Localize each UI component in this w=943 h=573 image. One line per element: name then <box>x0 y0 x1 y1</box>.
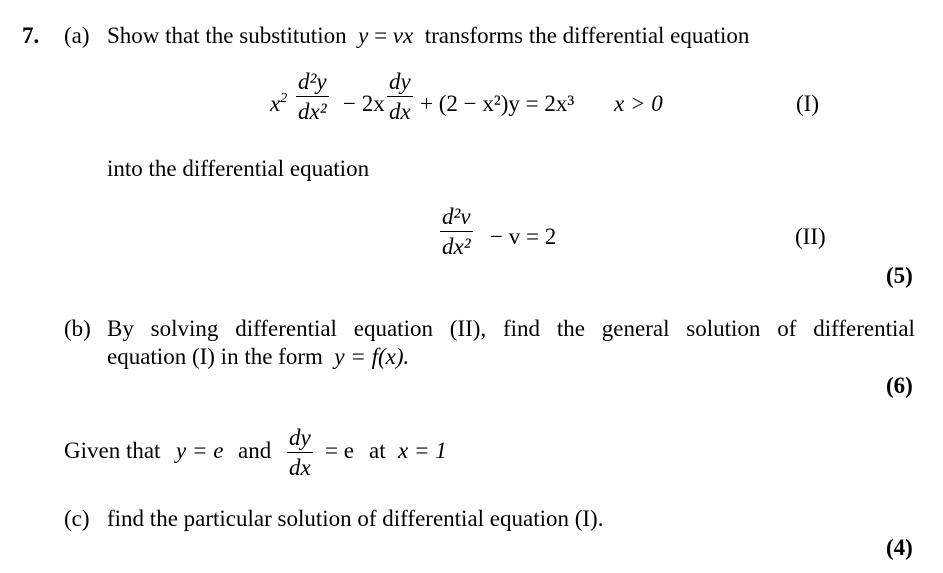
eq1-tag: (I) <box>796 91 819 116</box>
part-b-word: the <box>556 316 585 341</box>
part-b-word: solution <box>686 316 761 341</box>
eq1-x2 <box>270 92 287 115</box>
eq1-first-derivative-fraction <box>387 70 413 123</box>
eq1-condition: x > 0 <box>614 91 663 116</box>
substitution-y: y <box>358 23 369 48</box>
part-c-text: find the particular solution of differential equation (I). <box>107 506 604 531</box>
eq2-frac-denominator: dx² <box>442 234 471 260</box>
part-a-into: into the differential equation <box>107 156 370 181</box>
part-b-line2 <box>107 345 409 368</box>
eq1-x-exp: 2 <box>280 91 288 106</box>
part-c-label: (c) <box>64 506 90 531</box>
part-b-word: differential <box>813 316 915 341</box>
given-that: Given that <box>64 438 161 463</box>
part-a-marks: (5) <box>886 263 913 288</box>
part-b-word: equation <box>353 316 433 341</box>
eq1-frac2-numerator: dy <box>389 69 411 94</box>
given-at: at <box>369 438 386 463</box>
question-number: 7. <box>22 23 40 48</box>
given-frac-denominator: dx <box>289 455 311 481</box>
part-b-line2-eq: y = f(x). <box>334 344 410 369</box>
substitution-vx: vx <box>392 23 414 48</box>
given-y-eq-e: y = e <box>176 438 224 463</box>
part-a-intro-end: transforms the differential equation <box>424 23 750 48</box>
part-a-intro <box>107 24 749 47</box>
part-b-word: solving <box>150 316 219 341</box>
eq2-tag: (II) <box>795 224 826 249</box>
part-b-word: By <box>107 316 134 341</box>
eq1-rest: + (2 − x²)y = 2x³ <box>420 91 575 116</box>
substitution-eq: = <box>374 23 388 48</box>
eq2-rest: − v = 2 <box>490 224 557 249</box>
given-derivative-fraction <box>287 426 313 479</box>
part-b-marks: (6) <box>886 373 913 398</box>
given-and: and <box>238 438 272 463</box>
part-a-label: (a) <box>64 23 90 48</box>
part-b-word: differential <box>235 316 337 341</box>
part-b-word: (II), <box>449 316 487 341</box>
eq1-frac1-numerator: d²y <box>298 69 327 94</box>
part-c-marks: (4) <box>886 535 913 560</box>
given-frac-numerator: dy <box>289 425 311 450</box>
given-x-eq-1: x = 1 <box>398 438 447 463</box>
eq1-frac1-denominator: dx² <box>298 99 327 125</box>
eq2-frac-numerator: d²v <box>442 204 471 229</box>
eq1-x-base: x <box>270 91 281 116</box>
part-a-intro-text: Show that the substitution <box>107 23 347 48</box>
part-b-word: find <box>502 316 541 341</box>
part-b-word: of <box>777 316 797 341</box>
part-b-label: (b) <box>64 316 91 341</box>
part-b-line2-text: equation (I) in the form <box>107 344 323 369</box>
eq2-second-derivative-fraction <box>440 205 473 258</box>
part-b-word: general <box>601 316 670 341</box>
part-b-line1 <box>107 317 915 340</box>
eq1-second-derivative-fraction <box>296 70 329 123</box>
eq1-minus-2x: − 2x <box>343 91 385 116</box>
given-eq-e: = e <box>325 438 354 463</box>
eq1-frac2-denominator: dx <box>389 99 411 125</box>
